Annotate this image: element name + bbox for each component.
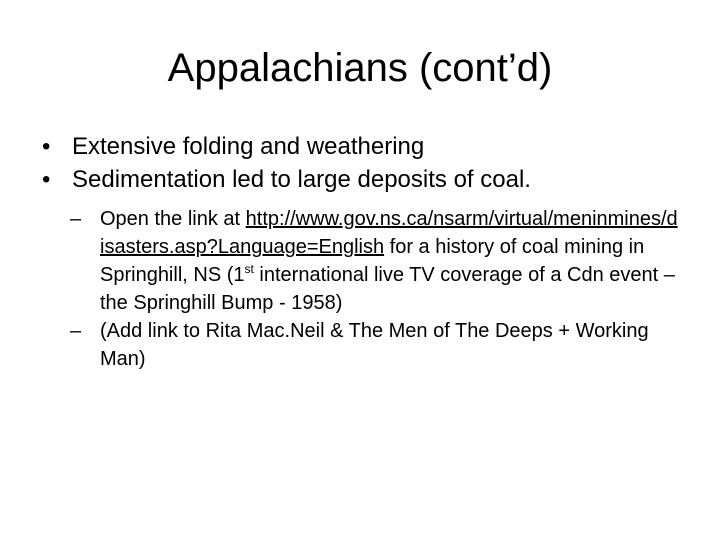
bullet-item (40, 163, 700, 196)
sub-bullet-prefix: Open the link at (100, 208, 246, 230)
sub-bullet-text: (Add link to Rita Mac.Neil & The Men of The Deeps + Working Man) (100, 320, 649, 370)
sub-bullet-suffix: international live TV coverage of a Cdn event – the Springhill Bump - 1958) (100, 264, 675, 314)
bullet-text: Sedimentation led to large deposits of coal. (72, 166, 531, 193)
bullet-list (40, 130, 700, 196)
sub-bullet-item (70, 317, 680, 373)
archive-link[interactable]: http://www.gov.ns.ca/nsarm/virtual/meninmines/disasters.asp?Language=English (100, 208, 678, 258)
slide-title: Appalachians (cont’d) (167, 46, 553, 90)
dash-marker: – (70, 208, 82, 230)
sub-bullet-middle: for a history of coal mining in Springhill, NS (1 (100, 236, 645, 286)
ordinal-superscript: st (244, 262, 254, 276)
bullet-marker: • (42, 133, 51, 160)
bullet-item (40, 130, 700, 163)
dash-marker: – (70, 320, 82, 342)
bullet-marker: • (42, 166, 51, 193)
sub-bullet-list (70, 205, 680, 373)
bullet-text: Extensive folding and weathering (72, 133, 425, 160)
sub-bullet-item (70, 205, 680, 317)
